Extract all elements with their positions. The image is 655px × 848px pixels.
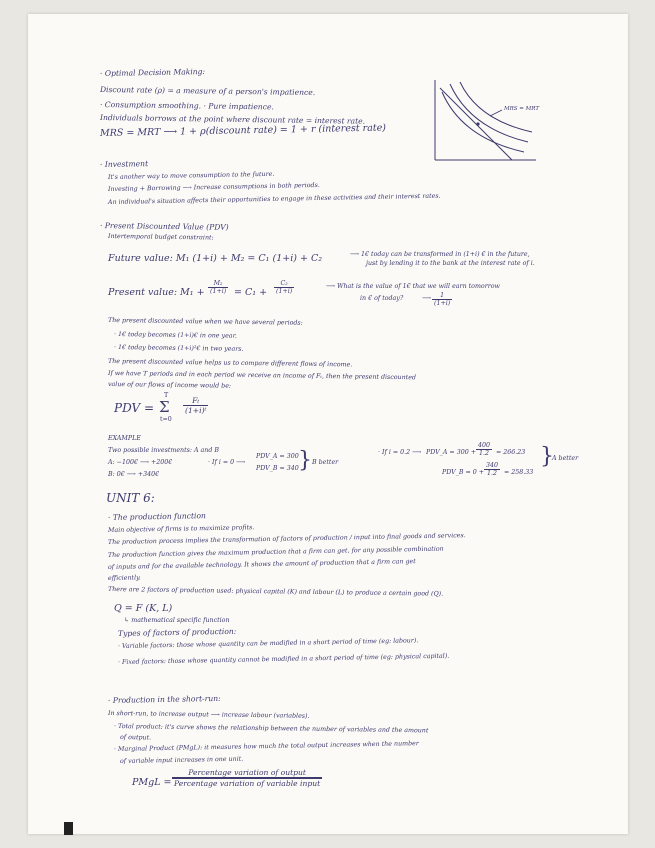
notebook-page [28,14,628,834]
unit-heading: UNIT 6: [106,491,155,505]
section-heading-pdv: · Present Discounted Value (PDV) [99,221,229,232]
pdv-b-2-result: = 258.33 [504,469,534,476]
note-line: An individual's situation affects their opportunities to engage in these activities and their interest rates. [107,192,441,206]
pdv-formula-lhs: PDV = [114,401,155,415]
present-value-label: Present value: M₁ + [108,287,205,298]
fraction-c2: $\frac{\text{C₂}}{(1+i)}$ [276,280,293,295]
types-heading: Types of factors of production: [117,626,237,638]
note-line: · Marginal Product (PMgL): it measures how much the total output increases when the number [113,740,419,753]
note-line: If we have T periods and in each period we receive an income of Fₜ, then the present discounted [107,370,417,382]
brace: } [298,448,312,473]
result-1: B better [312,459,339,466]
note-line: ⟶ 1€ today can be transformed in (1+i) € in the future, [350,251,530,258]
note-line: A: −100€ ⟶ +200€ [108,459,173,466]
section-heading-short-run: · Production in the short-run: [107,693,221,705]
note-line: ⟶ What is the value of 1€ that we will earn tomorrow [326,283,500,290]
section-heading-production-function: · The production function [107,511,206,522]
fraction-pdv-a-2: $\frac{400}{1.2}$ [478,442,491,457]
note-line: Intertemporal budget constraint: [107,233,214,242]
fraction-pdv: $\frac{\text{Fₜ}}{\text{(1+i)ᵗ}}$ [185,396,207,415]
note-line: of variable input increases in one unit. [119,755,244,765]
pdv-b-1: PDV_B = 340 [256,465,299,472]
note-line: The present discounted value helps us to compare different flows of income. [107,358,353,369]
section-heading-optimal-decision: · Optimal Decision Making: [99,66,206,78]
note-line: · Total product: it's curve shows the relationship between the number of variables and the amount [113,723,429,735]
note-line: value of our flows of income would be: [107,381,232,390]
note-line: It's another way to move consumption to the future. [107,170,275,181]
note-line: · Variable factors: those whose quantity can be modified in a short period of time (eg: labour). [117,637,419,650]
present-value-eq: = C₁ + [234,287,268,298]
note-line: ↳ mathematical specific function [124,617,230,624]
arrow: ⟶ [422,295,432,302]
note-line: just by lending it to the bank at the interest rate of i. [366,260,535,267]
note-line: B: 0€ ⟶ +340€ [108,471,160,478]
note-line: There are 2 factors of production used: physical capital (K) and labour (L) to produce a certain good (Q). [107,586,444,598]
note-line: The production process implies the transformation of factors of production / input into final goods and services. [107,532,466,546]
note-line: The production function gives the maximum production that a firm can get, for any possible combination [107,545,444,559]
note-line: Individuals borrows at the point where discount rate = interest rate. [99,113,366,126]
note-line: of output. [119,734,152,742]
note-line: · 1€ today becomes (1+i)€ in one year. [113,331,237,340]
production-function-equation: Q = F (K, L) [114,603,173,614]
note-line: · 1€ today becomes (1+i)²€ in two years. [113,344,244,353]
note-line: · If i = 0 ⟶ [208,459,246,466]
equation-mrs-mrt: MRS = MRT ⟶ 1 + ρ(discount rate) = 1 + r (interest rate) [99,122,387,139]
scan-corner-mark [64,822,73,835]
sum-symbol: Σ [159,398,170,416]
note-line: · Fixed factors: those whose quantity cannot be modified in a short period of time (eg: physical capital). [117,652,450,666]
example-heading: EXAMPLE [108,435,141,442]
note-line: The present discounted value when we have several periods: [107,317,303,327]
fraction-one-over: $\frac{1}{(1+i)}$ [434,292,451,307]
note-line: In short-run, to increase output ⟶ increase labour (variables). [107,710,310,720]
fraction-pdv-b-2: $\frac{340}{1.2}$ [486,462,499,477]
pdv-a-2: PDV_A = 300 + [426,449,476,456]
fraction-pmgl: Percentage variation of output Percentage variation of variable input [174,768,321,788]
sum-bottom: t=0 [160,416,172,423]
note-line: Main objective of firms is to maximize profits. [107,524,255,534]
fraction-m2: $\frac{\text{M₂}}{(1+i)}$ [210,280,227,295]
note-line: in € of today? [360,295,404,302]
result-2: A better [552,455,579,462]
note-line: Two possible investments: A and B [108,447,220,454]
graph-label: MRS = MRT [504,106,539,112]
sum-top: T [164,392,169,399]
brace: } [540,444,554,469]
pdv-b-2: PDV_B = 0 + [442,469,485,476]
future-value-equation: Future value: M₁ (1+i) + M₂ = C₁ (1+i) + C₂ [108,253,323,264]
note-line: Investing + Borrowing ⟶ Increase consumptions in both periods. [107,181,320,193]
section-heading-investment: · Investment [99,159,149,169]
note-line: of inputs and for the available technology. It shows the amount of production that a firm can get [107,558,416,571]
note-line: efficiently. [107,574,141,582]
pdv-a-2-result: = 266.23 [496,449,526,456]
note-line: Discount rate (ρ) = a measure of a person's impatience. [99,85,316,98]
pmgl-lhs: PMgL = [132,777,172,788]
note-line: · If i = 0.2 ⟶ [378,449,422,456]
indifference-curve-graph [432,78,540,162]
note-line: · Consumption smoothing. · Pure impatience. [99,100,274,112]
pdv-a-1: PDV_A = 300 [256,453,299,460]
